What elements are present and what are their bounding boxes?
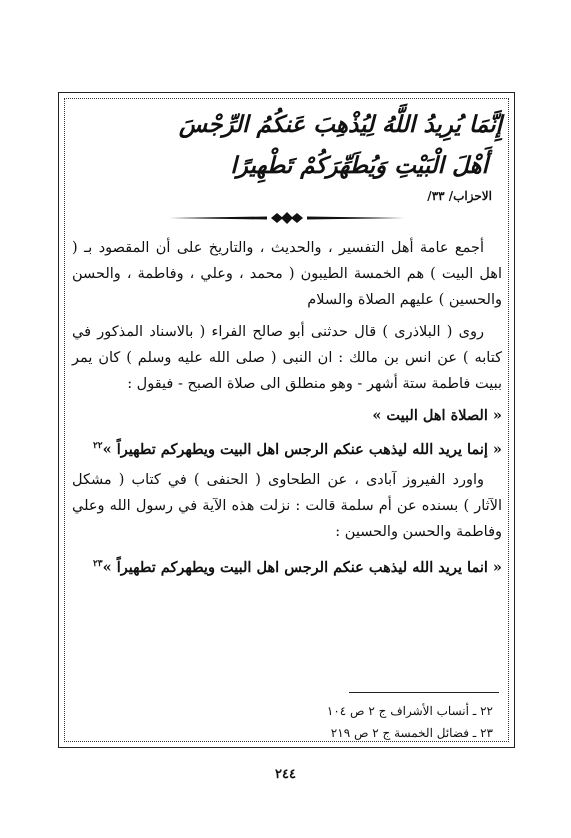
paragraph-consensus: أجمع عامة أهل التفسير ، والحديث ، والتاريخ على أن المقصود بـ ( اهل البيت ) هم الخمسة الطيبون ( محمد ، وعلي ، وفاطمة ، والحسن والحسين ) عليهم الصلاة والسلام — [72, 239, 502, 308]
page-content — [72, 104, 502, 584]
page-number: ٢٤٤ — [275, 767, 296, 782]
quote-verse-2 — [72, 551, 502, 581]
ornament-divider — [167, 211, 407, 225]
footnote-23: ٢٣ ـ فضائل الخمسة ج ٢ ص ٢١٩ — [330, 726, 493, 740]
quote-salat: « الصلاة اهل البيت » — [372, 406, 502, 424]
quote-verse-2-text: « انما يريد الله ليذهب عنكم الرجس اهل البيت ويطهركم تطهيراً » — [102, 558, 502, 576]
paragraph-baladhuri: روى ( البلاذرى ) قال حدثنى أبو صالح الفراء ( بالاسناد المذكور في كتابه ) عن انس بن مالك : ان النبى ( صلى الله عليه وسلم ) كان يمر ببيت فاطمة ستة أشهر - وهو منطلق الى صلاة الصبح - فيقول : — [72, 323, 502, 392]
paragraph-firuzabadi: واورد الفيروز آبادى ، عن الطحاوى ( الحنفى ) في كتاب ( مشكل الآثار ) بسنده عن أم سلمة قالت : نزلت هذه الآية في رسول الله وعلي وفاطمة والحسن والحسين : — [72, 471, 502, 540]
footnote-separator — [349, 692, 499, 693]
footnotes — [193, 700, 493, 744]
quote-verse-1-text: « إنما يريد الله ليذهب عنكم الرجس اهل البيت ويطهركم تطهيراً » — [102, 440, 502, 458]
footnote-22: ٢٢ ـ أنساب الأشراف ج ٢ ص ١٠٤ — [326, 704, 493, 718]
verse-reference: الاحزاب/ ٣٣/ — [427, 188, 492, 203]
verse-line-1: إِنَّمَا يُرِيدُ اللَّهُ لِيُذْهِبَ عَنكُمُ الرِّجْسَ — [178, 111, 502, 138]
footnote-marker-23: ٢٣ — [92, 558, 103, 569]
quote-verse-1 — [72, 433, 502, 463]
footnote-marker-22: ٢٢ — [92, 440, 103, 451]
verse-line-2: أَهْلَ الْبَيْتِ وَيُطَهِّرَكُمْ تَطْهِيرًا — [230, 152, 488, 180]
